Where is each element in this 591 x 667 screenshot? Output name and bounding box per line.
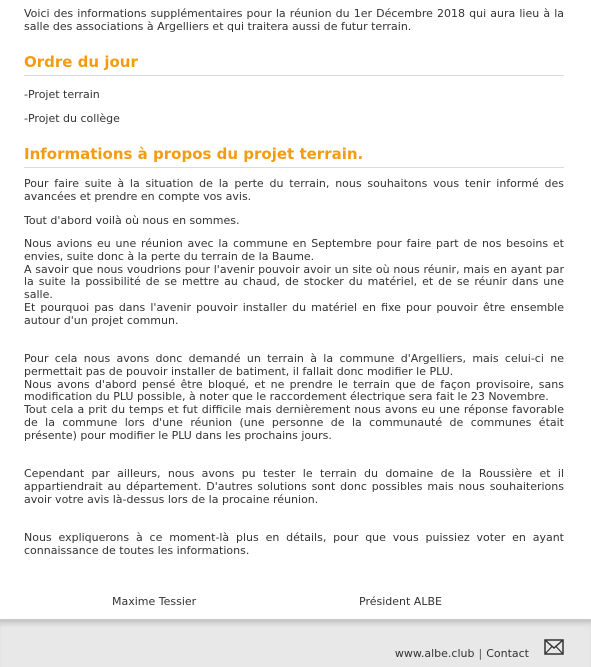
envelope-icon[interactable] [544,639,564,655]
info-paragraph-3a: Nous avions eu une réunion avec la commune en Septembre pour faire part de nos besoins et envies, suite donc à la perte du terrain de la Baume. [24,237,564,263]
footer-links [395,647,529,660]
info-paragraph-4a: Pour cela nous avons donc demandé un terrain à la commune d'Argelliers, mais celui-ci ne permettait pas de pouvoir installer de batiment, il fallait donc modifier le PLU. [24,352,564,378]
site-link[interactable]: www.albe.club [394,647,475,660]
info-paragraph-2: Tout d'abord voilà où nous en sommes. [24,214,240,227]
intro-text: Voici des informations supplémentaires pour la réunion du 1er Décembre 2018 qui aura lieu à la salle des associations à Argelliers et qui traitera aussi de futur terrain. [24,7,564,33]
info-paragraph-4b: Nous avons d'abord pensé être bloqué, et ne prendre le terrain que de façon provisoire, sans modification du PLU possible, à noter que le raccordement électrique sera fait le 23 Novembre. [24,377,564,404]
info-paragraph-3 [24,238,564,328]
agenda-item-college: -Projet du collège [24,112,120,125]
agenda-item-terrain: -Projet terrain [24,88,100,101]
agenda-heading: Ordre du jour [24,53,564,76]
footer-separator: | [478,647,483,660]
info-paragraph-4 [24,353,564,443]
info-paragraph-3c: Et pourquoi pas dans l'avenir pouvoir installer du matériel en fixe pour pouvoir être ensemble autour d'un projet commun. [24,300,564,327]
info-paragraph-4c: Tout cela a prit du temps et fut difficile mais dernièrement nous avons eu une réponse favorable de la commune lors d'une réunion (une personne de la communauté de communes était présente) pour modifier le PLU dans les prochains jours. [24,403,564,442]
contact-link[interactable]: Contact [486,647,529,660]
signature-title: Président ALBE [359,595,442,608]
info-paragraph-1: Pour faire suite à la situation de la perte du terrain, nous souhaitons vous tenir informé des avancées et prendre en compte vos avis. [24,177,564,203]
footer [0,619,591,667]
info-paragraph-5: Cependant par ailleurs, nous avons pu tester le terrain du domaine de la Roussière et il appartiendrait au département. D'autres solutions sont donc possibles mais nous souhaiterions avoir votre avis là-dessus lors de la procaine réunion. [24,467,564,506]
info-paragraph-6: Nous expliquerons à ce moment-là plus en détails, pour que vous puissiez voter en ayant connaissance de toutes les informations. [24,531,564,557]
info-heading: Informations à propos du projet terrain. [24,145,564,168]
signature-name: Maxime Tessier [112,595,197,608]
info-paragraph-3b: A savoir que nous voudrions pour l'avenir pouvoir avoir un site où nous réunir, mais en ayant par la suite la possibilité de se mettre au chaud, de stocker du matériel, et de se réunir dans une salle. [24,262,564,302]
